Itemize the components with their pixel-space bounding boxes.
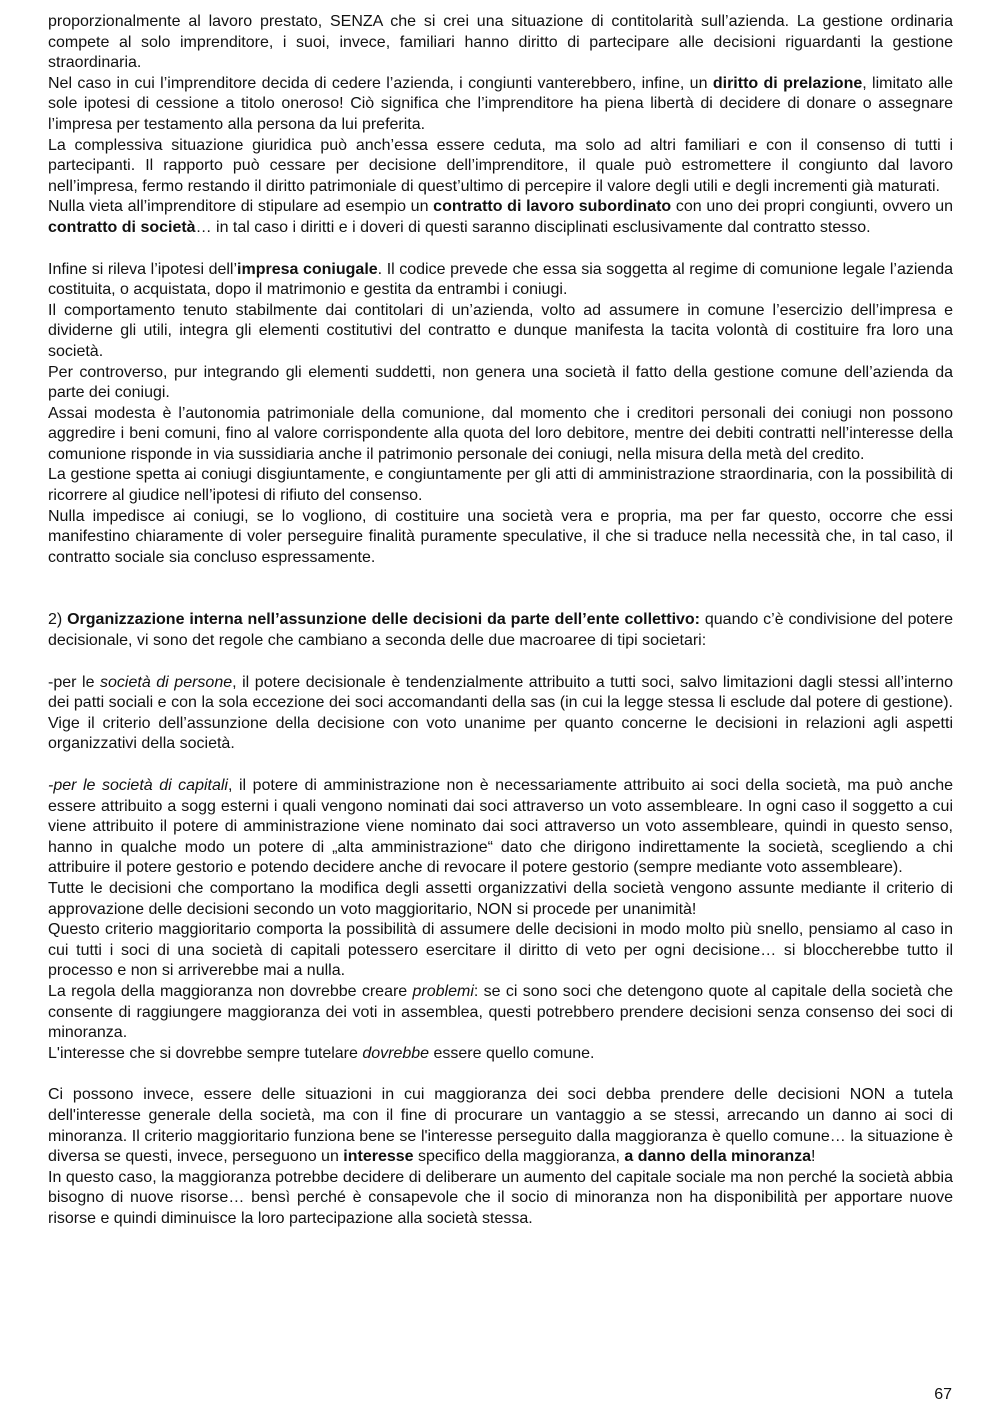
paragraph	[48, 982, 953, 1044]
bold-text: contratto di società	[48, 218, 196, 236]
paragraph	[48, 776, 953, 879]
paragraph: La gestione spetta ai coniugi disgiuntamente, e congiuntamente per gli atti di amministrazione straordinaria, con la possibilità di ricorrere al giudice nell’ipotesi di rifiuto del consenso.	[48, 466, 953, 505]
text: … in tal caso i diritti e i doveri di questi saranno disciplinati esclusivamente dal contratto stesso.	[195, 218, 871, 236]
paragraph: In questo caso, la maggioranza potrebbe decidere di deliberare un aumento del capitale sociale ma non perché la società abbia bisogno di nuove risorse… bensì perché è consapevole che il socio di minoranza non ha disponibilità per apportare nuove risorse e quindi diminuisce la loro partecipazione alla società stessa.	[48, 1168, 953, 1227]
italic-text: -per le società di capitali	[48, 777, 228, 794]
paragraph: Per controverso, pur integrando gli elementi suddetti, non genera una società il fatto della gestione comune dell’azienda da parte dei coniugi.	[48, 363, 953, 402]
page-number: 67	[934, 1386, 952, 1403]
text: Ci possono invece, essere delle situazioni in cui maggioranza dei soci debba prendere delle decisioni NON a tutela dell'interesse generale della società, ma con il fine di procurare un vantaggio a se stessi, arrecando un danno ai soci di minoranza. Il criterio maggioritario funziona bene se l'interesse perseguito dalla maggioranza è quello comune… la situazione è diversa se questi, invece, perseguono un	[48, 1086, 953, 1166]
text: La regola della maggioranza non dovrebbe creare	[48, 982, 413, 1000]
document-page	[48, 12, 953, 1229]
text: L'interesse che si dovrebbe sempre tutelare	[48, 1044, 363, 1062]
spacer	[48, 652, 953, 673]
paragraph: Questo criterio maggioritario comporta la possibilità di assumere delle decisioni in modo molto più snello, pensiamo al caso in cui tutti i soci di una società di capitali potessero esercitare il diritto di veto per ogni decisione… si bloccherebbe tutto il processo e non si arriverebbe mai a nulla.	[48, 921, 953, 980]
paragraph	[48, 260, 953, 301]
bold-text: impresa coniugale	[237, 260, 378, 278]
spacer	[48, 755, 953, 776]
text: . Il codice prevede che essa sia soggetta al regime di comunione legale l’azienda costituita, o acquistata, dopo il matrimonio e gestita da entrambi i coniugi.	[48, 260, 953, 299]
paragraph	[48, 74, 953, 136]
section-heading-paragraph	[48, 610, 953, 651]
italic-text: società di persone	[100, 673, 233, 691]
italic-text: problemi	[412, 982, 474, 1000]
bold-text: interesse	[343, 1148, 414, 1166]
spacer	[48, 239, 953, 260]
bold-text: contratto di lavoro subordinato	[433, 198, 672, 216]
paragraph: Tutte le decisioni che comportano la modifica degli assetti organizzativi della società vengono assunte mediante il criterio di approvazione delle decisioni secondo un voto maggioritario, NON si procede per unanimità!	[48, 879, 953, 918]
bold-text: a danno della minoranza	[624, 1148, 812, 1166]
bold-text: diritto di prelazione	[712, 74, 863, 92]
text: -per le	[48, 673, 101, 691]
paragraph: proporzionalmente al lavoro prestato, SENZA che si crei una situazione di contitolarità sull’azienda. La gestione ordinaria compete al solo imprenditore, i suoi, invece, familiari hanno diritto di partecipare alle decisioni riguardanti la gestione straordinaria.	[48, 13, 953, 72]
italic-text: dovrebbe	[362, 1044, 430, 1062]
paragraph	[48, 1044, 953, 1065]
spacer	[48, 1064, 953, 1085]
paragraph	[48, 197, 953, 238]
paragraph	[48, 673, 953, 755]
paragraph: Nulla impedisce ai coniugi, se lo vogliono, di costituire una società vera e propria, ma per far questo, occorre che essi manifestino chiaramente di voler perseguire finalità puramente speculative, il che si traduce nella necessità che, in tal caso, il contratto sociale sia concluso espressamente.	[48, 507, 953, 566]
text: Nel caso in cui l’imprenditore decida di cedere l’azienda, i congiunti vanterebbero, infine, un	[48, 74, 713, 92]
text: : se ci sono soci che detengono quote al capitale della società che consente di raggiungere maggioranza dei voti in assemblea, questi potrebbero prendere decisioni senza consenso dei soci di minoranza.	[48, 982, 953, 1042]
bold-text: Organizzazione interna nell’assunzione delle decisioni da parte dell’ente collettivo:	[67, 611, 701, 629]
text: Nulla vieta all’imprenditore di stipulare ad esempio un	[48, 198, 434, 216]
text: quando c’è condivisione del potere decisionale, vi sono det regole che cambiano a seconda delle due macroaree di tipi societari:	[48, 611, 954, 650]
paragraph: Assai modesta è l’autonomia patrimoniale della comunione, dal momento che i creditori personali dei coniugi non possono aggredire i beni comuni, fino al valore corrispondente alla quota del loro debitore, mentre dei debiti contratti nell’interesse della comunione risponde in via sussidiaria anche il patrimonio personale dei coniugi, nella misura della metà del credito.	[48, 404, 953, 463]
text: , limitato alle sole ipotesi di cessione a titolo oneroso! Ciò significa che l’imprenditore ha piena libertà di decidere di donare o assegnare l’impresa per testamento alla persona da lui preferita.	[48, 74, 954, 133]
text: , il potere di amministrazione non è necessariamente attribuito ai soci della società, ma può anche essere attribuito a sogg esterni i quali vengono nominati dai soci attraverso un voto assembleare. In ogni caso il soggetto a cui viene attribuito il potere di amministrazione viene nominato dai soci attraverso un voto assembleare, quindi in questo senso, hanno in qualche modo un potere di „alta amministrazione“ dato che dirigono indirettamente la società, scegliendo a chi attribuire il potere gestorio e potendo decidere anche di revocare il potere gestorio (sempre mediante voto assembleare).	[48, 777, 954, 877]
text: 2)	[48, 611, 68, 629]
text: specifico della maggioranza,	[413, 1148, 625, 1166]
paragraph: La complessiva situazione giuridica può anch’essa essere ceduta, ma solo ad altri familiari e con il consenso di tutti i partecipanti. Il rapporto può cessare per decisione dell’imprenditore, il quale può estromettere il congiunto dal lavoro nell’impresa, fermo restando il diritto patrimoniale di quest’ultimo di percepire il valore degli utili e degli incrementi già maturati.	[48, 136, 953, 195]
text: con uno dei propri congiunti, ovvero un	[671, 198, 953, 216]
spacer	[48, 568, 953, 610]
text: Infine si rileva l’ipotesi dell’	[48, 260, 238, 278]
text: essere quello comune.	[429, 1044, 595, 1062]
text: , il potere decisionale è tendenzialmente attribuito a tutti soci, salvo limitazioni dagli stessi all’interno dei patti sociali e con la sola eccezione dei soci accomandanti della sas (in cui la legge stessa li esclude dal potere di gestione). Vige il criterio dell’assunzione della decisione con voto unanime per quanto concerne le decisioni in relazioni agli aspetti organizzativi della società.	[48, 673, 953, 753]
paragraph	[48, 1085, 953, 1167]
text: !	[811, 1148, 816, 1166]
paragraph: Il comportamento tenuto stabilmente dai contitolari di un’azienda, volto ad assumere in comune l’esercizio dell’impresa e dividerne gli utili, integra gli elementi costitutivi del contratto e dunque manifesta la tacita volontà di costituire fra loro una società.	[48, 301, 953, 360]
